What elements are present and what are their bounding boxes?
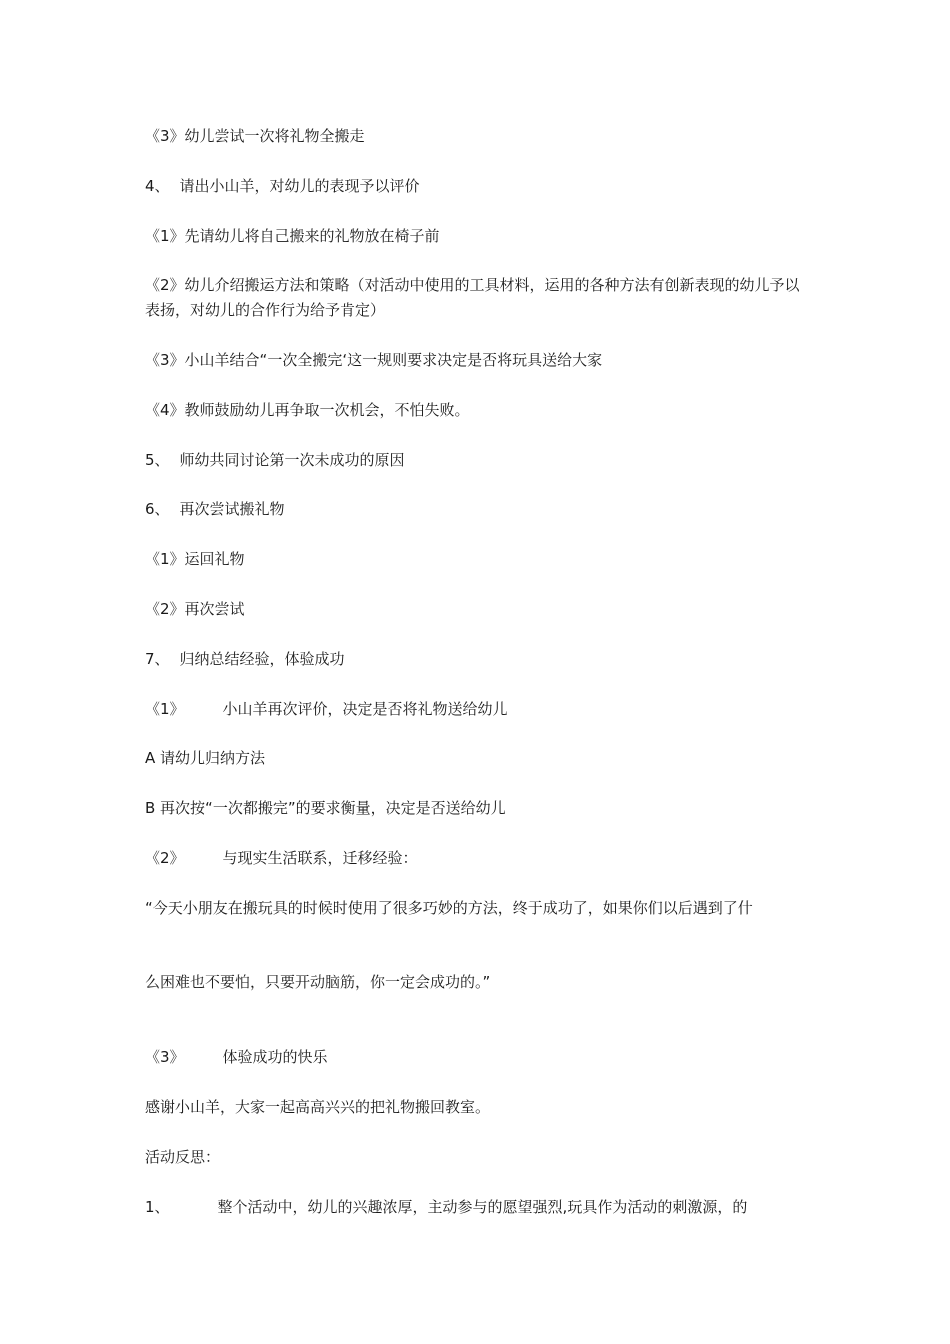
quote-part-2 — [145, 970, 810, 994]
step-6-1 — [145, 547, 810, 571]
list-number: 7、 — [145, 650, 170, 668]
line-text: 《3》幼儿尝试一次将礼物全搬走 — [145, 127, 365, 145]
line-text: 归纳总结经验，体验成功 — [179, 650, 345, 668]
line-text: 《1》运回礼物 — [145, 550, 245, 568]
list-number: 4、 — [145, 177, 170, 195]
step-6-heading — [145, 497, 810, 521]
step-4-2 — [145, 273, 810, 323]
list-number: 1、 — [145, 1198, 170, 1216]
step-7-2 — [145, 846, 810, 870]
line-text: B 再次按“一次都搬完”的要求衡量，决定是否送给幼儿 — [145, 799, 506, 817]
line-text: 活动反思： — [145, 1148, 221, 1166]
list-number: 《1》 — [145, 700, 185, 718]
reflection-1 — [145, 1195, 810, 1219]
list-number: 《3》 — [145, 1048, 185, 1066]
step-7-1-b — [145, 796, 810, 820]
step-7-heading — [145, 647, 810, 671]
line-text: 师幼共同讨论第一次未成功的原因 — [179, 451, 405, 469]
line-text: “今天小朋友在搬玩具的时候时使用了很多巧妙的方法，终于成功了，如果你们以后遇到了什 — [145, 899, 753, 917]
reflection-heading — [145, 1145, 810, 1169]
line-text: 感谢小山羊，大家一起高高兴兴的把礼物搬回教室。 — [145, 1098, 491, 1116]
closing-line — [145, 1095, 810, 1119]
line-text: 再次尝试搬礼物 — [179, 500, 285, 518]
step-3-3 — [145, 124, 810, 148]
list-number: 5、 — [145, 451, 170, 469]
line-text: 与现实生活联系，迁移经验： — [222, 849, 418, 867]
line-text: 请出小山羊，对幼儿的表现予以评价 — [179, 177, 420, 195]
step-4-3 — [145, 348, 810, 372]
step-7-1-a — [145, 746, 810, 770]
line-text: 么困难也不要怕，只要开动脑筋，你一定会成功的。” — [145, 973, 491, 991]
line-text: 《1》先请幼儿将自己搬来的礼物放在椅子前 — [145, 227, 440, 245]
step-7-3 — [145, 1045, 810, 1069]
step-5-heading — [145, 448, 810, 472]
quote-part-1 — [145, 896, 810, 921]
line-text: 体验成功的快乐 — [222, 1048, 328, 1066]
step-4-4 — [145, 398, 810, 422]
line-text: 《2》幼儿介绍搬运方法和策略（对活动中使用的工具材料，运用的各种方法有创新表现的幼儿予以表扬，对幼儿的合作行为给予肯定） — [145, 276, 800, 319]
line-text: 整个活动中，幼儿的兴趣浓厚，主动参与的愿望强烈,玩具作为活动的刺激源，的 — [217, 1198, 748, 1216]
line-text: 《4》教师鼓励幼儿再争取一次机会，不怕失败。 — [145, 401, 470, 419]
step-7-1 — [145, 697, 810, 721]
step-4-1 — [145, 224, 810, 248]
step-6-2 — [145, 597, 810, 621]
list-number: 6、 — [145, 500, 170, 518]
line-text: 《3》小山羊结合“一次全搬完‘这一规则要求决定是否将玩具送给大家 — [145, 351, 603, 369]
line-text: 《2》再次尝试 — [145, 600, 245, 618]
list-number: 《2》 — [145, 849, 185, 867]
line-text: A 请幼儿归纳方法 — [145, 749, 266, 767]
step-4-heading — [145, 174, 810, 198]
line-text: 小山羊再次评价，决定是否将礼物送给幼儿 — [222, 700, 508, 718]
